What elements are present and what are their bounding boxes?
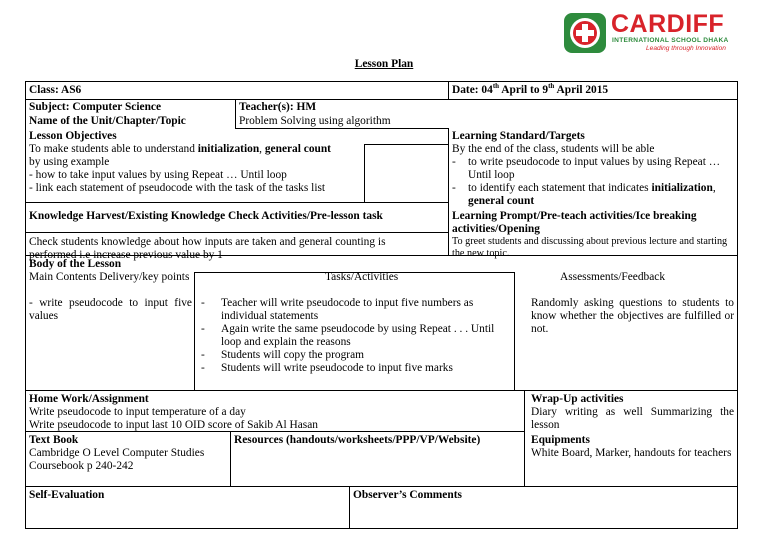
self-evaluation-heading: Self-Evaluation [29,489,105,501]
homework-heading: Home Work/Assignment [29,393,149,405]
objectives-line-2: by using example [29,156,110,168]
class-label: Class: AS6 [29,84,82,96]
wrapup-heading: Wrap-Up activities [531,393,624,405]
body-assessment-text: Randomly asking questions to students to know whether the objectives are fulfilled or not. [531,297,734,335]
equipments-text: White Board, Marker, handouts for teachers [531,447,732,459]
learning-standard-item-2: - to identify each statement that indicates initialization, general count [452,182,716,207]
task-item-4: - Students will write pseudocode to input five marks [201,362,453,374]
task-item-2: - Again write the same pseudocode by using Repeat . . . Until loop and explain the reasons [201,323,495,348]
logo-name: CARDIFF [611,10,725,38]
wrapup-text: Diary writing as well Summarizing the lesson [531,406,734,431]
homework-line-2: Write pseudocode to input last 10 OID score of Sakib Al Hasan [29,419,318,431]
task-item-1: - Teacher will write pseudocode to input five numbers as individual statements [201,297,474,322]
learning-standard-list [452,156,734,208]
unit-value: Problem Solving using algorithm [239,115,391,127]
logo-subtitle: INTERNATIONAL SCHOOL DHAKA [612,37,729,44]
knowledge-harvest-heading: Knowledge Harvest/Existing Knowledge Check Activities/Pre-lesson task [29,210,383,222]
logo-tagline: Leading through Innovation [646,45,726,52]
objectives-line-4: - link each statement of pseudocode with the task of the tasks list [29,182,326,194]
unit-label: Name of the Unit/Chapter/Topic [29,115,186,127]
objectives-line-1: To make students able to understand initialization, general count [29,143,331,155]
objectives-line-3: - how to take input values by using Repeat … Until loop [29,169,287,181]
resources-heading: Resources (handouts/worksheets/PPP/VP/Website) [234,434,481,446]
body-content-text: - write pseudocode to input five values [29,297,192,322]
textbook-heading: Text Book [29,434,79,446]
body-task-list [199,297,511,375]
body-content-header: Main Contents Delivery/key points [29,271,190,283]
textbook-line-2: Coursebook p 240-242 [29,460,134,472]
learning-standard-heading: Learning Standard/Targets [452,130,585,142]
teacher-label: Teacher(s): HM [239,101,317,113]
observer-comments-heading: Observer’s Comments [353,489,462,501]
cardiff-logo-icon [563,12,607,54]
document-title: Lesson Plan [354,58,414,70]
learning-standard-intro: By the end of the class, students will be able [452,143,655,155]
learning-prompt-text: To greet students and discussing about previous lecture and starting the new topic. [452,236,728,259]
subject-label: Subject: Computer Science [29,101,162,113]
homework-line-1: Write pseudocode to input temperature of a day [29,406,246,418]
knowledge-harvest-text: Check students knowledge about how inputs are taken and general counting is performed i.e increase previous value by 1 [29,236,386,261]
body-heading: Body of the Lesson [29,258,122,270]
body-assessment-header: Assessments/Feedback [560,271,666,283]
learning-prompt-heading: Learning Prompt/Pre-teach activities/Ice breaking activities/Opening [452,210,697,235]
date-label: Date: 04th April to 9th April 2015 [452,82,609,96]
objectives-heading: Lesson Objectives [29,130,117,142]
equipments-heading: Equipments [531,434,590,446]
learning-standard-item-1: - to write pseudocode to input values by using Repeat … Until loop [452,156,721,181]
textbook-line-1: Cambridge O Level Computer Studies [29,447,205,459]
task-item-3: - Students will copy the program [201,349,364,361]
